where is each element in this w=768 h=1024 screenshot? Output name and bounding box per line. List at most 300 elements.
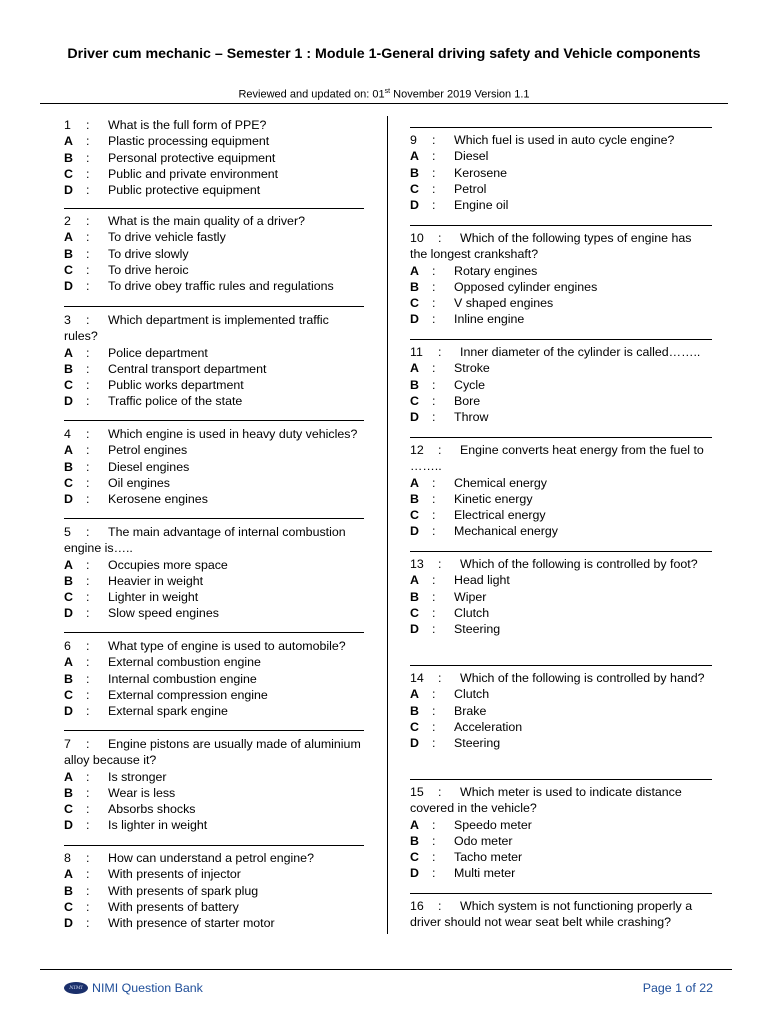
option-text: Is stronger — [108, 769, 167, 784]
option-text: Public works department — [108, 378, 244, 393]
answer-option — [64, 785, 364, 801]
question-block — [410, 898, 710, 931]
answer-option — [410, 311, 710, 327]
question-text: Engine converts heat energy from the fuel to …….. — [410, 443, 704, 474]
question-block — [410, 556, 710, 637]
answer-option — [64, 182, 364, 198]
question-text: Which fuel is used in auto cycle engine? — [454, 133, 675, 147]
question-block — [410, 784, 710, 882]
option-separator: : — [86, 262, 90, 277]
question-stem — [410, 230, 710, 263]
option-text: Bore — [454, 393, 481, 408]
option-text: To drive vehicle fastly — [108, 230, 226, 245]
option-separator: : — [86, 916, 90, 931]
question-number: 8 — [64, 851, 71, 865]
option-separator: : — [432, 475, 436, 490]
option-letter: B — [410, 165, 419, 180]
question-stem — [410, 670, 710, 686]
answer-option — [410, 409, 710, 425]
option-letter: C — [64, 687, 73, 702]
option-separator: : — [432, 377, 436, 392]
question-separator: : — [86, 427, 90, 441]
option-separator: : — [432, 491, 436, 506]
option-text: Petrol engines — [108, 443, 188, 458]
question-block — [64, 312, 364, 410]
option-text: Tacho meter — [454, 850, 523, 865]
question-separator: : — [438, 785, 442, 799]
option-separator: : — [86, 769, 90, 784]
page-title: Driver cum mechanic – Semester 1 : Module 1-General driving safety and Vehicle components — [67, 46, 701, 62]
answer-option — [410, 181, 710, 197]
question-number: 14 — [410, 671, 424, 685]
question-separator: : — [86, 639, 90, 653]
option-letter: D — [64, 916, 73, 931]
question-number: 4 — [64, 427, 71, 441]
question-text: Which engine is used in heavy duty vehicles? — [108, 427, 358, 441]
option-text: Chemical energy — [454, 475, 547, 490]
question-separator-rule — [410, 437, 712, 438]
option-text: Diesel — [454, 149, 489, 164]
option-letter: B — [410, 833, 419, 848]
question-separator-rule — [64, 208, 364, 209]
question-text: Which meter is used to indicate distance covered in the vehicle? — [410, 785, 682, 816]
question-number: 11 — [410, 345, 423, 359]
question-separator: : — [438, 899, 442, 913]
question-number: 10 — [410, 231, 424, 245]
answer-option — [410, 165, 710, 181]
option-separator: : — [432, 850, 436, 865]
option-letter: C — [410, 393, 419, 408]
nimi-logo-text: NIMI — [69, 985, 83, 991]
answer-option — [64, 393, 364, 409]
option-separator: : — [86, 687, 90, 702]
option-separator: : — [86, 867, 90, 882]
option-separator: : — [432, 573, 436, 588]
option-separator: : — [432, 736, 436, 751]
question-block — [410, 230, 710, 328]
question-separator-rule — [64, 730, 364, 731]
option-letter: B — [64, 361, 73, 376]
option-text: Odo meter — [454, 833, 513, 848]
option-letter: C — [410, 296, 419, 311]
option-text: Heavier in weight — [108, 573, 204, 588]
option-letter: B — [64, 150, 73, 165]
option-letter: B — [410, 491, 419, 506]
answer-option — [64, 361, 364, 377]
option-separator: : — [86, 704, 90, 719]
question-separator-rule — [410, 893, 712, 894]
answer-option — [410, 393, 710, 409]
answer-option — [410, 507, 710, 523]
question-separator: : — [438, 443, 442, 457]
answer-option — [64, 166, 364, 182]
option-text: Occupies more space — [108, 557, 228, 572]
option-letter: C — [64, 899, 73, 914]
option-separator: : — [432, 833, 436, 848]
option-letter: A — [64, 557, 73, 572]
question-separator: : — [86, 851, 90, 865]
option-letter: D — [410, 524, 419, 539]
question-number: 12 — [410, 443, 424, 457]
question-separator-rule — [410, 779, 712, 780]
answer-option — [410, 735, 710, 751]
answer-option — [64, 671, 364, 687]
option-letter: A — [410, 475, 419, 490]
option-letter: B — [64, 671, 73, 686]
option-text: Kinetic energy — [454, 491, 533, 506]
option-text: External compression engine — [108, 687, 268, 702]
answer-option — [64, 915, 364, 931]
option-text: With presents of spark plug — [108, 883, 259, 898]
option-letter: D — [64, 394, 73, 409]
answer-option — [64, 442, 364, 458]
option-letter: A — [410, 817, 419, 832]
option-text: Acceleration — [454, 719, 523, 734]
question-text: What type of engine is used to automobile? — [108, 639, 346, 653]
option-letter: B — [410, 279, 419, 294]
option-text: Wiper — [454, 589, 487, 604]
option-letter: B — [64, 883, 73, 898]
option-separator: : — [432, 687, 436, 702]
option-letter: C — [64, 378, 73, 393]
option-letter: A — [64, 134, 73, 149]
option-separator: : — [432, 279, 436, 294]
answer-option — [64, 654, 364, 670]
answer-option — [410, 148, 710, 164]
answer-option — [410, 360, 710, 376]
question-stem — [410, 132, 710, 148]
answer-option — [410, 817, 710, 833]
option-text: Diesel engines — [108, 459, 190, 474]
option-separator: : — [432, 263, 436, 278]
question-separator: : — [438, 345, 442, 359]
question-block — [64, 850, 364, 931]
question-block — [410, 442, 710, 540]
option-letter: B — [410, 377, 419, 392]
option-text: Electrical energy — [454, 508, 546, 523]
option-text: Cycle — [454, 377, 485, 392]
option-separator: : — [432, 817, 436, 832]
answer-option — [410, 279, 710, 295]
question-text: Inner diameter of the cylinder is called…….. — [460, 345, 701, 359]
answer-option — [64, 801, 364, 817]
answer-option — [410, 475, 710, 491]
option-letter: A — [64, 867, 73, 882]
page-number: Page 1 of 22 — [642, 981, 713, 995]
answer-option — [64, 605, 364, 621]
answer-option — [410, 833, 710, 849]
option-letter: D — [410, 410, 419, 425]
option-separator: : — [432, 149, 436, 164]
option-text: Internal combustion engine — [108, 671, 257, 686]
option-separator: : — [86, 166, 90, 181]
option-letter: D — [410, 622, 419, 637]
option-text: Wear is less — [108, 785, 176, 800]
option-letter: C — [410, 508, 419, 523]
option-text: Mechanical energy — [454, 524, 559, 539]
option-separator: : — [86, 443, 90, 458]
answer-option — [410, 589, 710, 605]
option-separator: : — [86, 378, 90, 393]
question-separator: : — [438, 671, 442, 685]
question-text: The main advantage of internal combustion engine is….. — [64, 525, 346, 556]
option-letter: A — [64, 345, 73, 360]
option-separator: : — [86, 150, 90, 165]
question-separator: : — [86, 313, 90, 327]
option-letter: A — [64, 230, 73, 245]
option-text: Rotary engines — [454, 263, 538, 278]
question-stem — [410, 784, 710, 817]
answer-option — [410, 605, 710, 621]
option-text: Personal protective equipment — [108, 150, 276, 165]
question-block — [64, 426, 364, 507]
option-letter: D — [64, 606, 73, 621]
answer-option — [410, 572, 710, 588]
option-separator: : — [432, 181, 436, 196]
option-separator: : — [86, 492, 90, 507]
option-text: Public protective equipment — [108, 183, 261, 198]
answer-option — [410, 719, 710, 735]
answer-option — [410, 377, 710, 393]
answer-option — [64, 769, 364, 785]
option-text: Central transport department — [108, 361, 267, 376]
option-letter: C — [410, 719, 419, 734]
answer-option — [64, 866, 364, 882]
option-letter: B — [64, 785, 73, 800]
question-separator: : — [438, 557, 442, 571]
option-separator: : — [86, 230, 90, 245]
option-text: External spark engine — [108, 704, 228, 719]
answer-option — [410, 703, 710, 719]
option-letter: A — [410, 687, 419, 702]
option-separator: : — [86, 573, 90, 588]
question-stem — [410, 556, 710, 572]
option-letter: D — [64, 492, 73, 507]
option-separator: : — [432, 410, 436, 425]
answer-option — [64, 687, 364, 703]
option-text: To drive slowly — [108, 246, 189, 261]
option-letter: D — [64, 704, 73, 719]
question-separator: : — [438, 231, 442, 245]
answer-option — [410, 197, 710, 213]
option-letter: A — [64, 769, 73, 784]
option-letter: B — [64, 573, 73, 588]
question-text: What is the full form of PPE? — [108, 118, 267, 132]
answer-option — [64, 459, 364, 475]
option-letter: C — [410, 605, 419, 620]
option-letter: C — [64, 166, 73, 181]
question-separator: : — [86, 118, 90, 132]
option-text: Brake — [454, 703, 487, 718]
question-number: 3 — [64, 313, 71, 327]
question-separator-rule — [410, 665, 712, 666]
option-separator: : — [432, 524, 436, 539]
option-letter: D — [410, 312, 419, 327]
option-letter: B — [410, 703, 419, 718]
option-letter: B — [64, 246, 73, 261]
option-text: Multi meter — [454, 866, 516, 881]
option-text: Throw — [454, 410, 489, 425]
answer-option — [64, 278, 364, 294]
option-separator: : — [432, 312, 436, 327]
option-separator: : — [432, 622, 436, 637]
answer-option — [410, 849, 710, 865]
question-block — [64, 213, 364, 294]
option-letter: D — [64, 818, 73, 833]
option-separator: : — [432, 719, 436, 734]
question-separator-rule — [410, 225, 712, 226]
question-separator: : — [86, 525, 90, 539]
option-text: Clutch — [454, 605, 490, 620]
answer-option — [64, 703, 364, 719]
question-stem — [64, 117, 364, 133]
option-text: Slow speed engines — [108, 606, 219, 621]
answer-option — [410, 263, 710, 279]
option-text: With presents of battery — [108, 899, 239, 914]
option-separator: : — [432, 198, 436, 213]
option-text: V shaped engines — [454, 296, 554, 311]
question-text: Which system is not functioning properly a driver should not wear seat belt while crashing? — [410, 899, 693, 930]
question-number: 9 — [410, 133, 417, 147]
question-block — [410, 132, 710, 213]
option-separator: : — [86, 785, 90, 800]
option-separator: : — [86, 246, 90, 261]
option-separator: : — [86, 183, 90, 198]
answer-option — [64, 246, 364, 262]
option-separator: : — [432, 589, 436, 604]
option-separator: : — [86, 557, 90, 572]
option-letter: D — [410, 198, 419, 213]
option-separator: : — [86, 655, 90, 670]
option-letter: B — [410, 589, 419, 604]
option-text: Is lighter in weight — [108, 818, 208, 833]
answer-option — [64, 817, 364, 833]
question-text: Which of the following types of engine has the longest crankshaft? — [410, 231, 692, 262]
question-number: 15 — [410, 785, 424, 799]
question-number: 16 — [410, 899, 424, 913]
answer-option — [64, 377, 364, 393]
option-letter: D — [64, 279, 73, 294]
option-text: With presence of starter motor — [108, 916, 275, 931]
answer-option — [64, 573, 364, 589]
option-separator: : — [86, 279, 90, 294]
question-block — [410, 344, 710, 425]
option-text: Steering — [454, 736, 501, 751]
question-number: 1 — [64, 118, 71, 132]
option-separator: : — [86, 134, 90, 149]
answer-option — [410, 865, 710, 881]
option-separator: : — [86, 883, 90, 898]
question-stem — [64, 638, 364, 654]
question-stem — [410, 898, 710, 931]
answer-option — [410, 621, 710, 637]
question-separator-rule — [64, 845, 364, 846]
answer-option — [410, 295, 710, 311]
option-text: Public and private environment — [108, 166, 279, 181]
question-separator-rule — [64, 518, 364, 519]
option-separator: : — [432, 165, 436, 180]
question-text: What is the main quality of a driver? — [108, 214, 305, 228]
question-separator-rule — [410, 339, 712, 340]
column-divider — [387, 116, 388, 934]
question-number: 5 — [64, 525, 71, 539]
question-separator: : — [432, 133, 436, 147]
option-letter: C — [410, 181, 419, 196]
option-text: Engine oil — [454, 198, 509, 213]
option-letter: D — [410, 736, 419, 751]
answer-option — [64, 133, 364, 149]
option-letter: A — [64, 443, 73, 458]
question-text: Engine pistons are usually made of aluminium alloy because it? — [64, 737, 361, 768]
question-stem — [410, 442, 710, 475]
option-separator: : — [432, 393, 436, 408]
option-letter: A — [64, 655, 73, 670]
option-text: Petrol — [454, 181, 487, 196]
header-rule — [40, 103, 728, 104]
answer-option — [64, 589, 364, 605]
option-letter: C — [64, 590, 73, 605]
answer-option — [64, 475, 364, 491]
option-separator: : — [86, 475, 90, 490]
answer-option — [410, 523, 710, 539]
question-number: 6 — [64, 639, 71, 653]
question-separator-rule — [64, 306, 364, 307]
option-separator: : — [86, 459, 90, 474]
question-separator-rule — [410, 551, 712, 552]
option-separator: : — [432, 866, 436, 881]
option-letter: C — [64, 475, 73, 490]
footer-rule — [40, 969, 732, 970]
option-text: Opposed cylinder engines — [454, 279, 598, 294]
option-separator: : — [86, 590, 90, 605]
revision-note-prefix: Reviewed and updated on: 01 — [238, 88, 385, 101]
option-text: Kerosene engines — [108, 492, 208, 507]
option-separator: : — [432, 296, 436, 311]
question-separator-rule — [410, 127, 712, 128]
option-text: Police department — [108, 345, 208, 360]
option-separator: : — [86, 671, 90, 686]
option-letter: A — [410, 263, 419, 278]
option-text: Absorbs shocks — [108, 802, 196, 817]
question-separator: : — [86, 214, 90, 228]
answer-option — [64, 883, 364, 899]
option-text: Lighter in weight — [108, 590, 199, 605]
option-separator: : — [86, 802, 90, 817]
option-text: Steering — [454, 622, 501, 637]
option-text: Clutch — [454, 687, 490, 702]
option-letter: A — [410, 149, 419, 164]
answer-option — [64, 899, 364, 915]
question-number: 7 — [64, 737, 71, 751]
question-block — [64, 638, 364, 719]
option-letter: A — [410, 361, 419, 376]
revision-note-suffix: November 2019 Version 1.1 — [390, 88, 530, 101]
question-stem — [64, 426, 364, 442]
nimi-logo-icon — [64, 982, 88, 994]
question-stem — [410, 344, 710, 360]
question-separator-rule — [64, 632, 364, 633]
question-stem — [64, 213, 364, 229]
question-separator-rule — [64, 420, 364, 421]
answer-option — [64, 150, 364, 166]
option-text: Plastic processing equipment — [108, 134, 270, 149]
option-text: Speedo meter — [454, 817, 532, 832]
question-block — [410, 670, 710, 751]
question-block — [64, 736, 364, 834]
option-text: Traffic police of the state — [108, 394, 243, 409]
option-separator: : — [432, 703, 436, 718]
answer-option — [64, 491, 364, 507]
